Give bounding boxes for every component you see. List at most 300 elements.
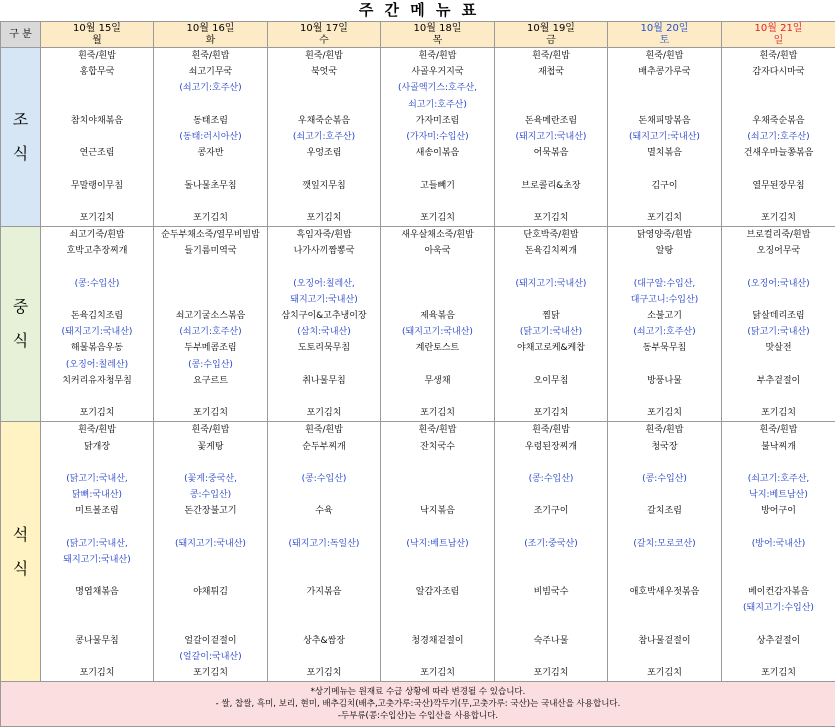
menu-item: 포기김치 <box>381 665 494 681</box>
menu-item <box>268 97 380 113</box>
footer-note: *상기메뉴는 원재료 수급 상황에 따라 변경될 수 있습니다. <box>1 686 835 698</box>
menu-item: 포기김치 <box>495 210 607 226</box>
menu-item: 홍합무국 <box>41 64 153 80</box>
menu-item: 취나물무침 <box>268 373 380 389</box>
menu-item: 동부묵무침 <box>608 340 721 356</box>
menu-item: 청국장 <box>608 439 721 455</box>
origin-note: (닭고기:국내산) <box>722 324 835 340</box>
meal-label-char: 중 <box>1 290 40 324</box>
menu-item <box>154 389 267 405</box>
menu-item: 잔치국수 <box>381 439 494 455</box>
menu-item <box>722 568 835 584</box>
menu-item: 돌나물초무침 <box>154 178 267 194</box>
menu-item: 콩자반 <box>154 145 267 161</box>
menu-item: 애호박새우젓볶음 <box>608 584 721 600</box>
menu-item: 수육 <box>268 503 380 519</box>
menu-item: 꽃게탕 <box>154 439 267 455</box>
menu-item: 포기김치 <box>495 665 607 681</box>
menu-item <box>608 649 721 665</box>
origin-note: (콩:수입산) <box>608 471 721 487</box>
menu-item: 흰죽/흰밥 <box>154 48 267 64</box>
menu-item: 아욱국 <box>381 243 494 259</box>
menu-item: 새우살채소죽/흰밥 <box>381 227 494 243</box>
origin-note: (돼지고기:독일산) <box>268 536 380 552</box>
menu-item: 방어구이 <box>722 503 835 519</box>
origin-note: (쇠고기:호주산) <box>268 129 380 145</box>
menu-item <box>608 487 721 503</box>
menu-item <box>154 276 267 292</box>
menu-item <box>608 519 721 535</box>
menu-item: 베이컨감자볶음 <box>722 584 835 600</box>
menu-cell <box>381 48 495 227</box>
menu-cell <box>381 227 495 422</box>
menu-cell <box>495 48 608 227</box>
origin-note: 돼지고기:국내산) <box>41 552 153 568</box>
menu-cell <box>268 422 381 682</box>
menu-item: 단호박죽/흰밥 <box>495 227 607 243</box>
menu-item <box>495 389 607 405</box>
menu-item <box>608 617 721 633</box>
menu-item <box>381 389 494 405</box>
menu-item <box>41 161 153 177</box>
menu-item: 건새우마늘쫑볶음 <box>722 145 835 161</box>
origin-note: (갈치:모로코산) <box>608 536 721 552</box>
menu-item <box>722 357 835 373</box>
menu-item: 순두부채소죽/열무비빔밥 <box>154 227 267 243</box>
menu-item <box>495 97 607 113</box>
menu-item: 흰죽/흰밥 <box>608 422 721 438</box>
menu-item <box>381 568 494 584</box>
menu-item <box>722 259 835 275</box>
page-title: 주 간 메 뉴 표 <box>0 0 835 21</box>
menu-item: 흰죽/흰밥 <box>41 422 153 438</box>
menu-item: 깻잎지무침 <box>268 178 380 194</box>
breakfast-label <box>1 48 41 227</box>
menu-item <box>495 161 607 177</box>
menu-item <box>41 519 153 535</box>
day-header: 10월 19일 금 <box>495 22 608 48</box>
origin-note: (오징어:국내산) <box>722 276 835 292</box>
menu-item <box>495 194 607 210</box>
gubun-header: 구 분 <box>1 22 41 48</box>
menu-item: 포기김치 <box>154 665 267 681</box>
menu-item: 열무된장무침 <box>722 178 835 194</box>
menu-item: 돈육김치조림 <box>41 308 153 324</box>
menu-item: 해물볶음우동 <box>41 340 153 356</box>
menu-item <box>608 194 721 210</box>
day-header-sunday: 10월 21일 일 <box>722 22 835 48</box>
menu-cell <box>608 48 722 227</box>
menu-item <box>381 617 494 633</box>
day-header: 10월 17일 수 <box>268 22 381 48</box>
menu-cell <box>495 227 608 422</box>
lunch-label <box>1 227 41 422</box>
weekly-menu-table <box>0 21 835 727</box>
menu-item: 포기김치 <box>41 210 153 226</box>
menu-item: 흰죽/흰밥 <box>381 48 494 64</box>
menu-item: 방풍나물 <box>608 373 721 389</box>
menu-item: 가자미조림 <box>381 113 494 129</box>
menu-item: 야채튀김 <box>154 584 267 600</box>
origin-note: (동태:러시아산) <box>154 129 267 145</box>
menu-item: 포기김치 <box>41 405 153 421</box>
menu-item: 부추겉절이 <box>722 373 835 389</box>
footer-notes <box>1 682 835 727</box>
menu-item: 포기김치 <box>722 405 835 421</box>
menu-item: 포기김치 <box>608 405 721 421</box>
menu-item <box>722 80 835 96</box>
menu-cell <box>41 227 154 422</box>
menu-item <box>381 276 494 292</box>
menu-item <box>154 568 267 584</box>
origin-note: (콩:수입산) <box>154 357 267 373</box>
menu-cell <box>154 48 268 227</box>
menu-item: 요구르트 <box>154 373 267 389</box>
menu-item <box>608 357 721 373</box>
menu-item: 포기김치 <box>495 405 607 421</box>
origin-note: 쇠고기:호주산) <box>381 97 494 113</box>
menu-item: 포기김치 <box>722 665 835 681</box>
menu-item: 쇠고기굴소스볶음 <box>154 308 267 324</box>
day-header-saturday: 10월 20일 토 <box>608 22 722 48</box>
menu-item <box>381 259 494 275</box>
menu-item: 찜닭 <box>495 308 607 324</box>
menu-item: 닭영양죽/흰밥 <box>608 227 721 243</box>
menu-item <box>381 487 494 503</box>
menu-item <box>268 552 380 568</box>
menu-cell <box>154 227 268 422</box>
menu-item: 흰죽/흰밥 <box>608 48 721 64</box>
menu-item: 낙지볶음 <box>381 503 494 519</box>
origin-note: (돼지고기:국내산) <box>41 324 153 340</box>
menu-item <box>268 161 380 177</box>
menu-item: 포기김치 <box>722 210 835 226</box>
menu-item <box>608 97 721 113</box>
meal-label-char: 식 <box>1 324 40 358</box>
menu-item <box>154 617 267 633</box>
menu-item: 재첩국 <box>495 64 607 80</box>
origin-note: (쇠고기:호주산) <box>154 80 267 96</box>
menu-item <box>608 600 721 616</box>
menu-item <box>722 455 835 471</box>
menu-item: 참나물겉절이 <box>608 633 721 649</box>
menu-item <box>495 519 607 535</box>
menu-item <box>41 292 153 308</box>
meal-label-char: 식 <box>1 137 40 171</box>
menu-item: 포기김치 <box>154 405 267 421</box>
menu-item: 돈육김치찌개 <box>495 243 607 259</box>
menu-item: 포기김치 <box>608 210 721 226</box>
menu-item: 오이무침 <box>495 373 607 389</box>
menu-item: 흑임자죽/흰밥 <box>268 227 380 243</box>
menu-item: 포기김치 <box>154 210 267 226</box>
menu-item: 북엇국 <box>268 64 380 80</box>
origin-note: (사골엑기스:호주산, <box>381 80 494 96</box>
menu-item <box>381 471 494 487</box>
menu-item: 돈육메란조림 <box>495 113 607 129</box>
meal-row <box>1 422 835 682</box>
menu-item <box>495 568 607 584</box>
menu-cell <box>722 227 835 422</box>
menu-item: 닭개장 <box>41 439 153 455</box>
menu-item: 우엉조림 <box>268 145 380 161</box>
menu-item: 비빔국수 <box>495 584 607 600</box>
origin-note: 닭뼈:국내산) <box>41 487 153 503</box>
origin-note: (돼지고기:국내산) <box>608 129 721 145</box>
menu-item: 닭살데리조림 <box>722 308 835 324</box>
menu-item <box>41 259 153 275</box>
meal-label-char: 조 <box>1 103 40 137</box>
menu-item: 고들빼기 <box>381 178 494 194</box>
menu-item <box>268 259 380 275</box>
origin-note: (쇠고기:호주산, <box>722 471 835 487</box>
menu-item <box>495 259 607 275</box>
menu-item <box>495 455 607 471</box>
origin-note: 돼지고기:국내산) <box>268 292 380 308</box>
menu-item: 상추겉절이 <box>722 633 835 649</box>
menu-item: 흰죽/흰밥 <box>722 422 835 438</box>
menu-item: 순두부찌개 <box>268 439 380 455</box>
menu-item <box>268 80 380 96</box>
menu-item: 배추콩가루국 <box>608 64 721 80</box>
menu-cell <box>722 422 835 682</box>
menu-cell <box>381 422 495 682</box>
dinner-label <box>1 422 41 682</box>
menu-item: 우채죽순볶음 <box>722 113 835 129</box>
menu-item: 청경채겉절이 <box>381 633 494 649</box>
origin-note: (쇠고기:호주산) <box>722 129 835 145</box>
day-header: 10월 18일 목 <box>381 22 495 48</box>
menu-item: 포기김치 <box>268 210 380 226</box>
origin-note: (낙지:베트남산) <box>381 536 494 552</box>
menu-item: 호박고추장찌개 <box>41 243 153 259</box>
menu-item <box>722 292 835 308</box>
menu-item <box>608 80 721 96</box>
menu-cell <box>41 422 154 682</box>
menu-item: 알탕 <box>608 243 721 259</box>
menu-item <box>608 552 721 568</box>
menu-item: 무생채 <box>381 373 494 389</box>
menu-item <box>268 389 380 405</box>
menu-item <box>381 600 494 616</box>
menu-item: 콩나물무침 <box>41 633 153 649</box>
origin-note: (오징어:칠레산, <box>268 276 380 292</box>
origin-note: (대구알:수입산, <box>608 276 721 292</box>
menu-item <box>154 97 267 113</box>
menu-item: 숙주나물 <box>495 633 607 649</box>
day-header: 10월 16일 화 <box>154 22 268 48</box>
menu-item <box>722 552 835 568</box>
menu-item: 도토리묵무침 <box>268 340 380 356</box>
menu-item: 불낙찌개 <box>722 439 835 455</box>
menu-item <box>722 161 835 177</box>
menu-item <box>495 552 607 568</box>
menu-item: 오징어무국 <box>722 243 835 259</box>
menu-item: 흰죽/흰밥 <box>381 422 494 438</box>
menu-item <box>381 455 494 471</box>
menu-item: 소불고기 <box>608 308 721 324</box>
menu-item: 쇠고기무국 <box>154 64 267 80</box>
origin-note: (닭고기:국내산) <box>495 324 607 340</box>
menu-item <box>268 617 380 633</box>
footer-note: - 쌀, 찹쌀, 흑미, 보리, 현미, 배추김치(배추,고춧가루:국산)깍두기(무,고춧가루: 국산)는 국내산을 사용합니다. <box>1 698 835 710</box>
menu-item <box>722 97 835 113</box>
origin-note: (방어:국내산) <box>722 536 835 552</box>
menu-item <box>41 455 153 471</box>
menu-item: 갈치조림 <box>608 503 721 519</box>
menu-item <box>495 357 607 373</box>
menu-item <box>154 600 267 616</box>
menu-item: 들기름미역국 <box>154 243 267 259</box>
menu-item: 조기구이 <box>495 503 607 519</box>
menu-item <box>722 617 835 633</box>
menu-item: 흰죽/흰밥 <box>268 422 380 438</box>
menu-item <box>495 600 607 616</box>
menu-item: 감자다시마국 <box>722 64 835 80</box>
menu-item <box>268 194 380 210</box>
menu-item: 김구이 <box>608 178 721 194</box>
header-row <box>1 22 835 48</box>
menu-item: 포기김치 <box>268 665 380 681</box>
origin-note: (돼지고기:국내산) <box>495 276 607 292</box>
menu-item <box>268 568 380 584</box>
meal-label-char: 식 <box>1 552 40 586</box>
menu-item: 멸치볶음 <box>608 145 721 161</box>
origin-note: 콩:수입산) <box>154 487 267 503</box>
menu-item <box>381 194 494 210</box>
menu-item: 얼갈이겉절이 <box>154 633 267 649</box>
footer-row <box>1 682 835 727</box>
menu-item: 명엽채볶음 <box>41 584 153 600</box>
menu-item <box>268 357 380 373</box>
menu-item <box>381 292 494 308</box>
menu-item: 어묵볶음 <box>495 145 607 161</box>
origin-note: 대구고니:수입산) <box>608 292 721 308</box>
menu-item: 흰죽/흰밥 <box>41 48 153 64</box>
menu-item: 계란토스트 <box>381 340 494 356</box>
menu-item: 삼치구이&고추냉이장 <box>268 308 380 324</box>
menu-item <box>495 617 607 633</box>
menu-item: 돈채피망볶음 <box>608 113 721 129</box>
menu-item: 참치야채볶음 <box>41 113 153 129</box>
day-header: 10월 15일 월 <box>41 22 154 48</box>
menu-item: 브로콜리&초장 <box>495 178 607 194</box>
origin-note: (꽃게:중국산, <box>154 471 267 487</box>
menu-item <box>268 455 380 471</box>
menu-item: 사골우거지국 <box>381 64 494 80</box>
menu-item <box>41 389 153 405</box>
menu-item <box>381 357 494 373</box>
footer-note: -두부류(콩:수입산)는 수입산을 사용합니다. <box>1 710 835 722</box>
menu-item <box>41 617 153 633</box>
menu-item <box>154 292 267 308</box>
menu-cell <box>722 48 835 227</box>
menu-item <box>722 649 835 665</box>
origin-note: (쇠고기:호주산) <box>154 324 267 340</box>
menu-item <box>608 161 721 177</box>
origin-note: (삼치:국내산) <box>268 324 380 340</box>
menu-item: 나가사끼짬뽕국 <box>268 243 380 259</box>
menu-item: 포기김치 <box>608 665 721 681</box>
menu-item: 흰죽/흰밥 <box>495 48 607 64</box>
origin-note: (콩:수입산) <box>41 276 153 292</box>
menu-item <box>268 600 380 616</box>
menu-item <box>41 649 153 665</box>
menu-item: 알감자조림 <box>381 584 494 600</box>
menu-item <box>154 194 267 210</box>
menu-cell <box>268 227 381 422</box>
menu-item: 흰죽/흰밥 <box>495 422 607 438</box>
menu-item: 브로컬리죽/흰밥 <box>722 227 835 243</box>
menu-item <box>495 649 607 665</box>
menu-item <box>381 649 494 665</box>
menu-item: 동태조림 <box>154 113 267 129</box>
origin-note: (돼지고기:수입산) <box>722 600 835 616</box>
origin-note: (콩:수입산) <box>495 471 607 487</box>
menu-item: 새송이볶음 <box>381 145 494 161</box>
menu-item <box>268 649 380 665</box>
menu-item: 가지볶음 <box>268 584 380 600</box>
menu-item: 포기김치 <box>41 665 153 681</box>
origin-note: (가자미:수입산) <box>381 129 494 145</box>
menu-item <box>381 552 494 568</box>
menu-item <box>495 80 607 96</box>
menu-item: 연근조림 <box>41 145 153 161</box>
origin-note: (얼갈이:국내산) <box>154 649 267 665</box>
menu-item <box>41 80 153 96</box>
menu-cell <box>608 227 722 422</box>
menu-item <box>268 519 380 535</box>
menu-item: 포기김치 <box>381 405 494 421</box>
menu-item <box>608 455 721 471</box>
menu-item: 미트볼조림 <box>41 503 153 519</box>
menu-item <box>41 129 153 145</box>
menu-item: 두부메콤조림 <box>154 340 267 356</box>
origin-note: (콩:수입산) <box>268 471 380 487</box>
menu-item: 무말랭이무침 <box>41 178 153 194</box>
menu-item <box>154 259 267 275</box>
menu-cell <box>41 48 154 227</box>
meal-row <box>1 48 835 227</box>
menu-cell <box>154 422 268 682</box>
menu-item: 쇠고기죽/흰밥 <box>41 227 153 243</box>
menu-item <box>154 161 267 177</box>
menu-item <box>268 487 380 503</box>
menu-item <box>41 194 153 210</box>
origin-note: (쇠고기:호주산) <box>608 324 721 340</box>
origin-note: (돼지고기:국내산) <box>495 129 607 145</box>
menu-item <box>495 292 607 308</box>
menu-item <box>608 389 721 405</box>
meal-row <box>1 227 835 422</box>
menu-item <box>381 519 494 535</box>
menu-item <box>608 568 721 584</box>
menu-item <box>154 455 267 471</box>
menu-item: 야채고로케&케찹 <box>495 340 607 356</box>
menu-item: 제육볶음 <box>381 308 494 324</box>
menu-item: 흰죽/흰밥 <box>154 422 267 438</box>
origin-note: (닭고기:국내산, <box>41 536 153 552</box>
meal-label-char: 석 <box>1 518 40 552</box>
menu-item <box>41 568 153 584</box>
menu-cell <box>495 422 608 682</box>
menu-item: 우채죽순볶음 <box>268 113 380 129</box>
menu-item: 흰죽/흰밥 <box>722 48 835 64</box>
origin-note: (돼지고기:국내산) <box>154 536 267 552</box>
menu-item <box>381 161 494 177</box>
menu-item: 포기김치 <box>268 405 380 421</box>
menu-cell <box>608 422 722 682</box>
